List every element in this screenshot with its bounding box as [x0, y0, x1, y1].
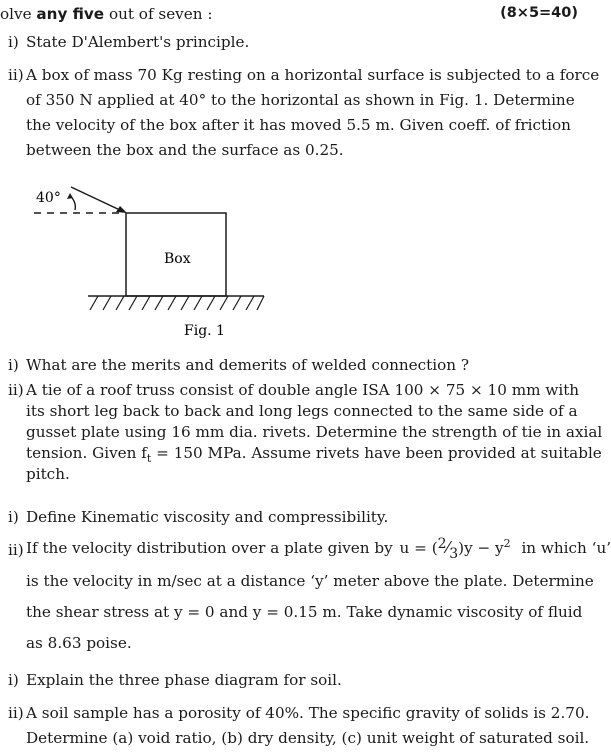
- q3-ii-line1-b: in which ‘u’: [521, 539, 611, 558]
- q3-ii-line2: is the velocity in m/sec at a distance ‘y’ meter above the plate. Determine: [26, 572, 594, 590]
- q1-ii-line1: A box of mass 70 Kg resting on a horizontal surface is subjected to a force: [26, 66, 600, 84]
- q3-ii-number: ii): [8, 541, 24, 559]
- q2-ii-line3: gusset plate using 16 mm dia. rivets. Determine the strength of tie in axial: [26, 423, 603, 441]
- q2-ii-line4: [26, 444, 602, 465]
- q2-i-number: i): [8, 356, 19, 374]
- q1-i-text: State D'Alembert's principle.: [26, 33, 250, 51]
- angle-arrowhead: [67, 193, 73, 199]
- q3-ii-line3: the shear stress at y = 0 and y = 0.15 m. Take dynamic viscosity of fluid: [26, 603, 583, 621]
- q1-ii-line3: the velocity of the box after it has moved 5.5 m. Given coeff. of friction: [26, 116, 571, 134]
- figure-caption: Fig. 1: [184, 323, 225, 339]
- eq-denominator: 3: [449, 546, 459, 563]
- eq-numerator: 2: [437, 536, 447, 553]
- q2-ii-number: ii): [8, 381, 24, 399]
- q1-ii-line2: of 350 N applied at 40° to the horizontal as shown in Fig. 1. Determine: [26, 91, 575, 109]
- velocity-equation: u = (2⁄3)y − $y^2$: [399, 536, 511, 563]
- q4-i-number: i): [8, 671, 19, 689]
- ground-hatching: [90, 296, 264, 310]
- box-label: Box: [164, 251, 191, 267]
- instruction-prefix: olve: [0, 5, 37, 23]
- q4-ii-line1: A soil sample has a porosity of 40%. The specific gravity of solids is 2.70.: [26, 704, 590, 722]
- eq-u: u = (: [399, 539, 438, 558]
- eq-rest: )y − y: [458, 539, 504, 558]
- q3-ii-line1: [26, 536, 611, 563]
- q1-i-number: i): [8, 33, 19, 51]
- eq-sup: 2: [503, 537, 511, 550]
- q4-ii-number: ii): [8, 704, 24, 722]
- marks-label: (8×5=40): [500, 5, 578, 21]
- figure-1: [0, 180, 300, 345]
- q2-ii-line5: pitch.: [26, 465, 70, 483]
- angle-label: 40°: [36, 190, 61, 206]
- instruction-text: [0, 5, 212, 23]
- q3-ii-line1-a: If the velocity distribution over a plate given by: [26, 539, 393, 558]
- q3-i-number: i): [8, 508, 19, 526]
- instruction-suffix: out of seven :: [104, 5, 213, 23]
- q1-ii-line4: between the box and the surface as 0.25.: [26, 141, 344, 159]
- q3-ii-line4: as 8.63 poise.: [26, 634, 132, 652]
- q2-ii-line4-b: = 150 MPa. Assume rivets have been provided at suitable: [151, 444, 602, 462]
- force-arrow-line: [71, 187, 122, 211]
- q2-ii-line1: A tie of a roof truss consist of double angle ISA 100 × 75 × 10 mm with: [26, 381, 580, 399]
- q2-i-text: What are the merits and demerits of welded connection ?: [26, 356, 470, 374]
- q2-ii-line4-sub: t: [146, 452, 152, 466]
- q4-i-text: Explain the three phase diagram for soil.: [26, 671, 342, 689]
- q2-ii-line2: its short leg back to back and long legs connected to the same side of a: [26, 402, 578, 420]
- instruction-bold: any five: [36, 5, 105, 23]
- q3-i-text: Define Kinematic viscosity and compressibility.: [26, 508, 389, 526]
- q4-ii-line2: Determine (a) void ratio, (b) dry density, (c) unit weight of saturated soil.: [26, 729, 590, 747]
- q1-ii-number: ii): [8, 66, 24, 84]
- q2-ii-line4-a: tension. Given f: [26, 444, 147, 462]
